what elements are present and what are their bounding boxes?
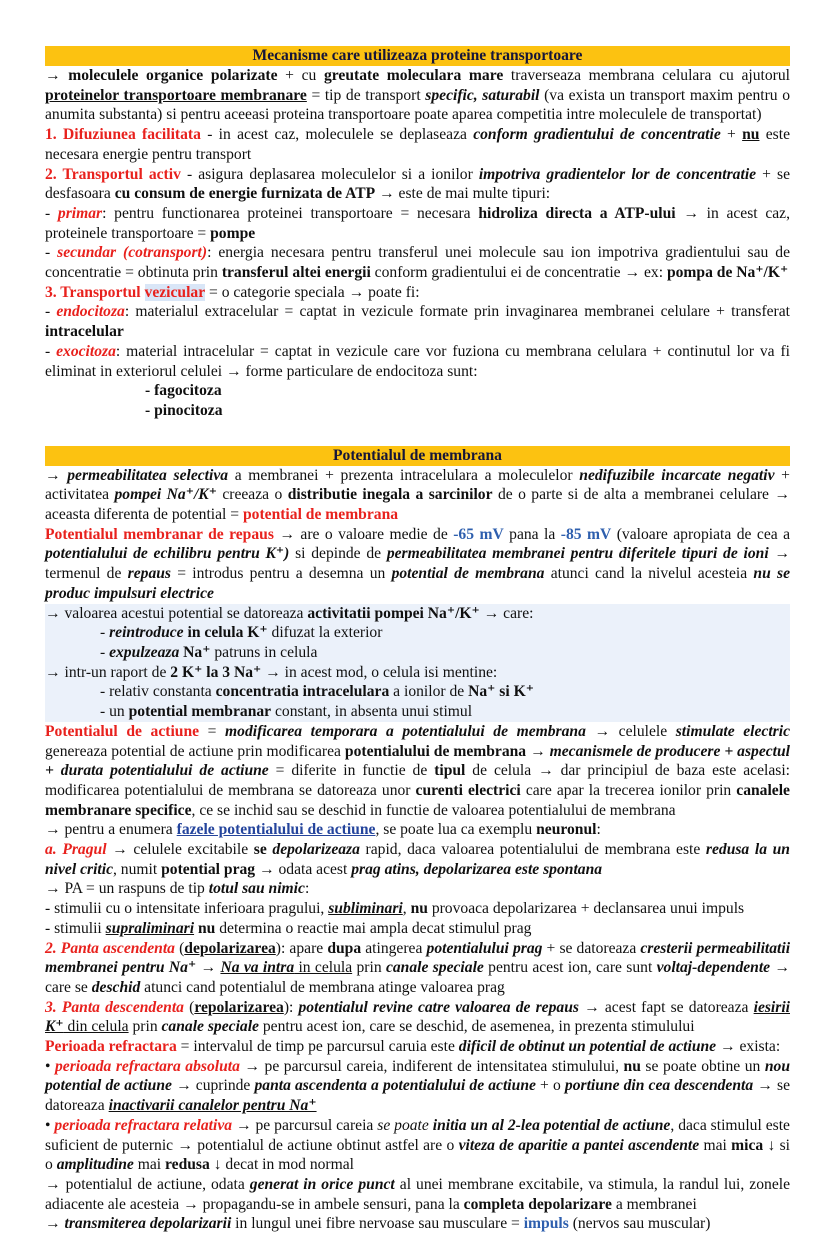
text-run: de o parte si de alta a membranei celulare → aceasta diferenta de potential =: [45, 486, 790, 524]
text-run: a ionilor de: [389, 683, 469, 701]
text-run: - fagocitoza: [145, 382, 222, 400]
text-run: potentialului de echilibru pentru K⁺): [45, 545, 290, 563]
text-run: - pinocitoza: [145, 401, 223, 419]
text-run: potential de membrana: [242, 506, 399, 524]
text-run: -: [45, 342, 57, 360]
text-run: pompa de Na⁺/K⁺: [666, 264, 789, 282]
text-run: potentialului prag: [426, 939, 543, 957]
text-run: •: [45, 1116, 55, 1134]
text-run: → care se: [45, 959, 791, 996]
paragraph: [45, 604, 790, 624]
text-run: endocitoza: [56, 303, 125, 321]
text-run: stimulate electric: [675, 722, 790, 740]
text-run: este necesara energie pentru transport: [45, 126, 790, 163]
text-run: (va exista un transport maxim pentru o anumita substanta) si pentru aceeasi proteina transportoare poate aparea competitia intre moleculele de transportat): [45, 86, 790, 124]
text-run: 2 K⁺ la 3 Na⁺: [170, 663, 262, 681]
text-run: amplitudine: [56, 1156, 134, 1174]
link-fazele-potentialului-de-actiune[interactable]: fazele potentialului de actiune: [176, 821, 376, 839]
text-run: 3. Panta descendenta: [45, 998, 184, 1016]
text-run: depolarizeaza: [272, 841, 360, 859]
paragraph: [45, 165, 790, 204]
text-run: →: [196, 959, 221, 977]
text-run: conform gradientului ei de concentratie → ex:: [370, 264, 667, 282]
paragraph: [45, 899, 790, 919]
text-run: initia un al 2-lea potential de actiune: [432, 1116, 671, 1134]
text-run: 2. Panta ascendenta: [45, 939, 175, 957]
text-run: → care:: [479, 604, 534, 622]
text-run: 3. Transportul: [45, 283, 145, 301]
text-run: → acest fapt se datoreaza: [578, 998, 754, 1016]
text-run: rapid, daca valoarea potentialului de membrana este: [359, 841, 706, 859]
text-run: generat in orice punct: [249, 1175, 395, 1193]
text-run: cresterii permeabilitatii membranei pentru Na⁺: [45, 939, 791, 977]
text-run: ↓ decat in mod normal: [209, 1156, 355, 1174]
text-run: → celulele: [585, 722, 676, 740]
text-run: al unei membrane excitabile, va stimula, la randul lui, zonele adiacente ale acesteia → propagandu-se in ambele sensuri, pana la: [45, 1175, 790, 1213]
text-run: iesirii K⁺: [45, 998, 790, 1036]
text-run: potentialului de membrana: [344, 742, 527, 760]
paragraph: [45, 663, 790, 683]
text-run: →: [526, 742, 550, 760]
text-run: intracelular: [45, 323, 124, 341]
paragraph: [45, 1116, 790, 1175]
text-run: concentratia intracelulara: [215, 683, 390, 701]
text-run: canale speciale: [385, 959, 484, 977]
text-run: -: [100, 643, 110, 661]
text-run: →: [45, 1215, 65, 1233]
text-run: ↓ si o: [45, 1136, 791, 1174]
text-run: neuronul: [536, 821, 597, 839]
text-run: mai: [699, 1136, 732, 1154]
text-run: transferul altei energii: [221, 264, 371, 282]
text-run: - stimulii cu o intensitate inferioara pragului,: [45, 900, 329, 918]
text-run: curenti electrici: [415, 781, 521, 799]
text-run: in celula K⁺: [183, 624, 268, 642]
text-run: -: [45, 204, 58, 222]
text-run: in lungul unei fibre nervoase sau musculare =: [231, 1215, 524, 1233]
text-run: care apar la trecerea ionilor prin: [520, 781, 737, 799]
text-run: nu se produc impulsuri electrice: [45, 565, 790, 602]
text-run: greutate moleculara mare: [324, 67, 504, 84]
text-run: impuls: [523, 1215, 569, 1233]
section-title-potential-membrana: Potentialul de membrana: [45, 446, 790, 466]
text-run: → celulele excitabile: [106, 841, 254, 859]
paragraph: [45, 401, 790, 421]
text-run: pompei Na⁺/K⁺: [114, 486, 217, 504]
text-run: canale speciale: [161, 1018, 259, 1036]
text-run: (: [183, 998, 195, 1016]
text-run: Na⁺: [179, 643, 211, 661]
text-run: , numit: [113, 860, 162, 878]
text-run: Na⁺ si K⁺: [468, 683, 534, 701]
text-run: potential membranar: [128, 703, 272, 721]
text-run: pana la: [503, 525, 561, 543]
text-run: - stimulii: [45, 919, 106, 937]
paragraph: [45, 722, 790, 821]
text-run: depolarizarea: [184, 939, 276, 957]
paragraph: [45, 879, 790, 899]
text-run: completa depolarizare: [463, 1195, 612, 1213]
text-run: a membranei: [611, 1195, 697, 1213]
text-run: -: [100, 624, 110, 642]
paragraph: [45, 342, 790, 381]
text-run: traverseaza membrana celulara cu ajutorul: [503, 67, 790, 84]
text-run: Potentialul membranar de repaus: [45, 525, 274, 543]
text-run: supraliminari: [105, 919, 195, 937]
paragraph: [45, 302, 790, 341]
paragraph: [45, 1037, 790, 1057]
text-run: ): apare: [275, 939, 328, 957]
text-run: Na va intra: [220, 959, 295, 977]
text-run: •: [45, 1057, 55, 1075]
text-run: , ce se inchid sau se deschid in functie de valoarea potentialului de membrana: [191, 801, 676, 819]
text-run: → PA = un raspuns de tip: [45, 880, 209, 898]
text-run: +: [720, 126, 743, 144]
text-run: subliminari: [328, 900, 403, 918]
text-run: → valoarea acestui potential se datoreaza: [45, 604, 308, 622]
text-run: redusa: [165, 1156, 210, 1174]
text-run: nedifuzibile incarcate negativ: [579, 466, 775, 484]
text-run: primar: [57, 204, 103, 222]
text-run: = intervalul de timp pe parcursul caruia este: [176, 1038, 459, 1056]
text-run: - asigura deplasarea moleculelor si a ionilor: [180, 165, 479, 183]
text-run: mai: [133, 1156, 166, 1174]
text-run: ,: [402, 900, 411, 918]
text-run: a. Pragul: [45, 841, 107, 859]
text-run: portiune din cea descendenta: [564, 1077, 754, 1095]
text-run: permeabilitatea membranei pentru diferitele tipuri de ioni: [386, 545, 769, 563]
text-run: hidroliza directa a ATP-ului: [478, 204, 676, 222]
text-run: → in acest mod, o celula isi mentine:: [261, 663, 498, 681]
paragraph: [45, 840, 790, 879]
text-run: potential prag: [161, 860, 256, 878]
text-run: (nervos sau muscular): [568, 1215, 711, 1233]
text-run: transmiterea depolarizarii: [64, 1215, 232, 1233]
paragraph: [45, 682, 790, 702]
text-run: tipul: [434, 762, 466, 780]
text-run: provoaca depolarizarea + declansarea unui impuls: [427, 900, 745, 918]
text-run: →: [45, 67, 69, 84]
paragraph: [45, 998, 790, 1037]
text-run: pentru acest ion, care se deschid, de asemenea, in prezenta stimulului: [258, 1018, 695, 1036]
text-run: → odata acest: [255, 860, 352, 878]
paragraph: [45, 243, 790, 282]
text-run: →: [45, 466, 68, 484]
text-run: atingerea: [361, 939, 427, 957]
text-run: → pe parcursul careia: [232, 1116, 378, 1134]
text-run: ):: [283, 998, 299, 1016]
text-run: =: [199, 722, 226, 740]
text-run: -65 mV: [453, 525, 504, 543]
paragraph: [45, 525, 790, 604]
text-run: voltaj-dependente: [656, 959, 771, 977]
text-run: specific, saturabil: [425, 86, 540, 104]
text-run: deschid: [91, 978, 141, 996]
text-run: - relativ constanta: [100, 683, 216, 701]
text-run: activitatii pompei Na⁺/K⁺: [307, 604, 480, 622]
paragraph: [45, 1057, 790, 1116]
text-run: nou potential de actiune: [45, 1057, 790, 1095]
text-run: → pe parcursul careia, indiferent de intensitatea stimulului,: [239, 1057, 624, 1075]
text-run: din celula: [63, 1018, 129, 1036]
paragraph: [45, 283, 790, 303]
text-run: 2. Transportul activ: [45, 165, 181, 183]
text-run: impotriva gradientelor lor de concentratie: [478, 165, 757, 183]
text-run: dupa: [327, 939, 362, 957]
text-run: = diferite in functie de: [268, 762, 435, 780]
text-run: se poate obtine un: [640, 1057, 765, 1075]
paragraph: [45, 623, 790, 643]
text-run: + activitatea: [45, 466, 790, 504]
text-run: panta ascendenta a potentialului de actiune: [254, 1077, 536, 1095]
paragraph: [45, 702, 790, 722]
text-run: expulzeaza: [109, 643, 180, 661]
paragraph: [45, 1175, 790, 1214]
text-run: canalele membranare specifice: [45, 781, 790, 819]
paragraph: [45, 919, 790, 939]
text-run: totul sau nimic: [208, 880, 305, 898]
text-run: → intr-un raport de: [45, 663, 171, 681]
text-run: perioada refractara relativa: [54, 1116, 233, 1134]
text-run: secundar (cotransport): [57, 244, 208, 262]
text-run: = introdus pentru a desemna un: [170, 565, 392, 583]
text-run: → este de mai multe tipuri:: [375, 185, 551, 203]
text-run: : pentru functionarea proteinei transportoare = necesara: [102, 204, 479, 222]
text-run: nu: [410, 900, 428, 918]
paragraph: [45, 1214, 790, 1234]
text-run: nu: [623, 1057, 641, 1075]
text-run: potentialul revine catre valoarea de repaus: [298, 998, 579, 1016]
text-run: cu consum de energie furnizata de ATP: [114, 185, 376, 203]
text-run: viteza de aparitie a pantei ascendente: [458, 1136, 700, 1154]
text-run: moleculele organice polarizate: [68, 67, 278, 84]
text-run: (: [174, 939, 185, 957]
text-run: : materialul extracelular = captat in vezicule formate prin invaginarea membranei celulare + transferat: [124, 303, 790, 321]
text-run: nu: [197, 919, 216, 937]
text-run: Potentialul de actiune: [45, 722, 200, 740]
text-run: , se poate lua ca exemplu: [375, 821, 537, 839]
text-run: (valoare apropiata de cea a: [611, 525, 791, 543]
text-run: mica: [731, 1136, 764, 1154]
text-run: proteinelor transportoare membranare: [45, 86, 307, 104]
text-run: = o categorie speciala → poate fi:: [205, 283, 420, 301]
text-run: → se datoreaza: [45, 1077, 790, 1115]
text-run: → potentialul de actiune, odata: [45, 1175, 250, 1193]
paragraph: [45, 820, 790, 840]
text-run: nu: [742, 126, 760, 144]
section-transport-proteine: [45, 46, 790, 421]
paragraph: [45, 204, 790, 243]
text-run: potential de membrana: [391, 565, 545, 583]
text-run: se: [253, 841, 273, 859]
section-title-transport-proteine: Mecanisme care utilizeaza proteine transportoare: [45, 46, 790, 66]
text-run: permeabilitatea selectiva: [67, 466, 229, 484]
paragraph: [45, 939, 790, 998]
text-run: repolarizarea: [194, 998, 284, 1016]
text-run: → termenul de: [45, 545, 790, 583]
text-run: redusa la un nivel critic: [45, 841, 790, 878]
text-run: de celula → dar principiul de baza este acelasi: modificarea potentialului de membrana se datoreaza unor: [45, 762, 790, 799]
text-run: - un: [100, 703, 129, 721]
text-run: pompe: [210, 224, 256, 242]
text-run: perioada refractara absoluta: [54, 1057, 240, 1075]
text-run: → are o valoare medie de: [273, 525, 454, 543]
text-run: → in acest caz, proteinele transportoare =: [45, 204, 790, 242]
text-run: = tip de transport: [306, 86, 426, 104]
text-run: , daca stimulul este suficient de puternic → potentialul de actiune obtinut astfel are o: [45, 1116, 790, 1154]
text-run: + o: [535, 1077, 565, 1095]
text-run: reintroduce: [109, 624, 184, 642]
paragraph: [45, 125, 790, 164]
text-run: se poate: [377, 1116, 429, 1134]
text-run: : energia necesara pentru transferul unei molecule sau ion impotriva gradientului sau de concentratie = obtinuta prin: [45, 244, 790, 282]
text-run: + se desfasoara: [45, 165, 790, 203]
text-run: : material intracelular = captat in vezicule care vor fuziona cu membrana celulara + continutul lor va fi eliminat in exteriorul celulei → forme particulare de endocitoza sunt:: [45, 342, 790, 380]
text-run: prin: [352, 959, 386, 977]
text-run: atunci cand potentialul de membrana atinge valoarea prag: [140, 978, 505, 996]
text-run: → exista:: [716, 1038, 781, 1056]
paragraph: [45, 381, 790, 401]
text-run: - in acest caz, moleculele se deplaseaza: [200, 126, 474, 144]
text-run: distributie inegala a sarcinilor: [287, 486, 493, 504]
text-run: conform gradientului de concentratie: [473, 126, 721, 144]
text-run: vezicular: [144, 283, 206, 301]
text-run: -: [45, 244, 58, 262]
text-run: modificarea temporara a potentialului de membrana: [225, 722, 586, 740]
text-run: -85 mV: [560, 525, 612, 543]
text-run: patruns in celula: [210, 643, 318, 661]
text-run: :: [596, 821, 601, 839]
text-run: genereaza potential de actiune prin modificarea: [45, 742, 345, 760]
text-run: -: [45, 303, 57, 321]
text-run: dificil de obtinut un potential de actiune: [458, 1038, 717, 1056]
text-run: pentru acest ion, care sunt: [483, 959, 657, 977]
paragraph: [45, 643, 790, 663]
text-run: → pentru a enumera: [45, 821, 177, 839]
section-potential-membrana: [45, 446, 790, 1234]
text-run: determina o reactie mai ampla decat stimulul prag: [215, 919, 532, 937]
text-run: exocitoza: [56, 342, 116, 360]
text-run: Perioada refractara: [45, 1038, 177, 1056]
text-run: → cuprinde: [171, 1077, 255, 1095]
text-run: si depinde de: [289, 545, 387, 563]
text-run: difuzat la exterior: [267, 624, 383, 642]
text-run: in celula: [294, 959, 353, 977]
text-run: + cu: [277, 67, 324, 84]
text-run: prin: [128, 1018, 162, 1036]
text-run: creeaza o: [216, 486, 288, 504]
text-run: :: [304, 880, 310, 898]
paragraph: [45, 466, 790, 525]
text-run: + se datoreaza: [542, 939, 641, 957]
text-run: a membranei + prezenta intracelulara a moleculelor: [228, 466, 580, 484]
text-run: 1. Difuziunea facilitata: [45, 126, 201, 144]
text-run: atunci cand la nivelul acesteia: [544, 565, 754, 583]
paragraph: [45, 66, 790, 125]
text-run: prag atins, depolarizarea este spontana: [351, 860, 603, 878]
text-run: repaus: [127, 565, 171, 583]
text-run: inactivarii canalelor pentru Na⁺: [108, 1097, 317, 1115]
text-run: constant, in absenta unui stimul: [271, 703, 473, 721]
text-run: mecanismele de producere + aspectul + durata potentialului de actiune: [45, 742, 790, 780]
